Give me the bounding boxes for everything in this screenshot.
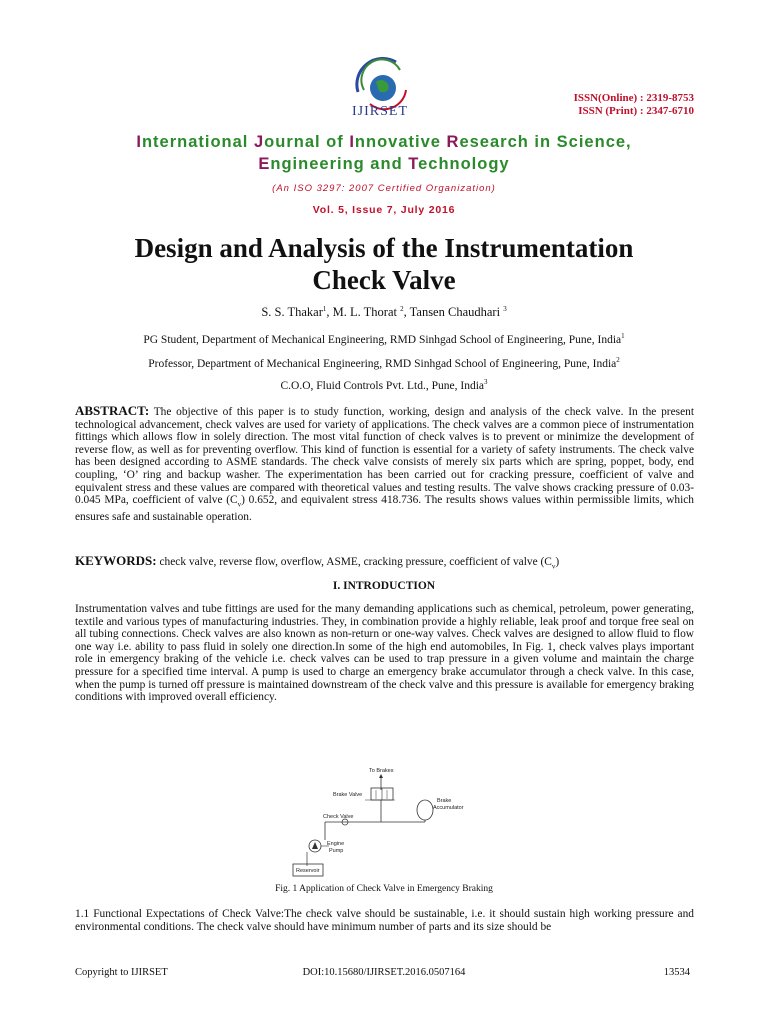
section-heading-introduction: I. INTRODUCTION	[332, 580, 436, 592]
keywords: KEYWORDS: check valve, reverse flow, overflow, ASME, cracking pressure, coefficient of valve $(C_v)$	[75, 553, 560, 571]
journal-name-line2: Engineering and Technology	[258, 155, 510, 173]
abstract: ABSTRACT: The objective of this paper is to study function, working, design and analysis of the check valve. In the present technological advancement, check valves are used for variety of applications. The check valves are a common piece of instrumentation fittings which allows flow in solely direction. The most vital function of check valves is to prevent or minimize the development of reverse flow, as well as for preventing overflow. This kind of function is essential for a variety of safety instruments. The check valve has been designed according to ASME standards. The check valve consists of merely six parts which are spring, poppet, body, end coupling, ‘O’ ring and backup washer. The experimentation has been carried out for cracking pressure, coefficient of valve and equivalent stress and these values are compared with theoretical values and testing results. The valve shows cracking pressure of 0.03-0.045 MPa, coefficient of valve $(C_v)$ 0.652, and equivalent stress 418.736. The results shows values within permissible limits, which ensures safe and sustainable operation.	[75, 403, 694, 524]
figure-1-diagram	[285, 766, 485, 878]
author-list: S. S. Thakar$^1$, M. L. Thorat $^2$, Tansen Chaudhari $^3$	[261, 305, 507, 320]
footer-doi: DOI:10.15680/IJIRSET.2016.0507164	[302, 967, 466, 978]
issn-block	[574, 92, 694, 118]
journal-name-line1: International Journal of Innovative Research in Science,	[136, 133, 632, 151]
issn-print: ISSN (Print) : 2347-6710	[578, 105, 694, 117]
footer-page-number: 13534	[663, 967, 690, 978]
svg-text:Brake: Brake	[437, 798, 452, 804]
figure-1-caption: Fig. 1 Application of Check Valve in Emergency Braking	[275, 884, 493, 894]
affiliation-3: C.O.O, Fluid Controls Pvt. Ltd., Pune, India$^3$	[280, 378, 488, 392]
keywords-label: KEYWORDS:	[75, 553, 157, 568]
svg-text:Check Valve: Check Valve	[323, 814, 354, 820]
logo-text: IJIRSET	[352, 104, 408, 119]
affiliation-2: Professor, Department of Mechanical Engineering, RMD Sinhgad School of Engineering, Pune, India$^2$	[148, 356, 620, 370]
svg-text:Pump: Pump	[329, 848, 344, 854]
footer-copyright: Copyright to IJIRSET	[75, 967, 168, 978]
svg-text:Engine: Engine	[327, 841, 345, 847]
introduction-text: Instrumentation valves and tube fittings are used for the many demanding applications such as chemical, petroleum, power generating, textile and various types of manufacturing industries. They, in combination provide a highly reliable, leak proof and torque free seal on all tubing connections. Check valves are also known as non-return or one-way valves. Check valves are designed to allow fluid to flow one way i.e. ability to pass fluid in solely one direction.In some of the high end automobiles, In Fig. 1, check valves plays important role in emergency braking of the vehicle i.e. check valves can be used to trap pressure in a given volume and maintain the charge pressure for a specified time interval. A pump is used to charge an emergency brake accumulator through a check valve. In this case, when the pump is turned off pressure is maintained downstream of the check valve and this pressure is available for emergency braking conditions with improved overall efficiency.	[75, 603, 694, 704]
volume-issue: Vol. 5, Issue 7, July 2016	[312, 204, 456, 216]
paper-title: Design and Analysis of the Instrumentation Check Valve	[134, 233, 634, 295]
certification-note: (An ISO 3297: 2007 Certified Organization)	[272, 183, 496, 194]
issn-online: ISSN(Online) : 2319-8753	[573, 92, 694, 104]
affiliation-1: PG Student, Department of Mechanical Engineering, RMD Sinhgad School of Engineering, Pune, India$^1$	[143, 332, 625, 346]
svg-text:Brake Valve: Brake Valve	[333, 792, 363, 798]
svg-text:To Brakes: To Brakes	[369, 768, 394, 774]
svg-text:Accumulator: Accumulator	[433, 805, 464, 811]
svg-text:Reservoir: Reservoir	[296, 868, 320, 874]
abstract-label: ABSTRACT:	[75, 403, 150, 418]
section-1-1-text: 1.1 Functional Expectations of Check Valve:The check valve should be sustainable, i.e. it should sustain high working pressure and environmental conditions. The check valve should have minimum number of parts and its size should be	[75, 908, 694, 933]
